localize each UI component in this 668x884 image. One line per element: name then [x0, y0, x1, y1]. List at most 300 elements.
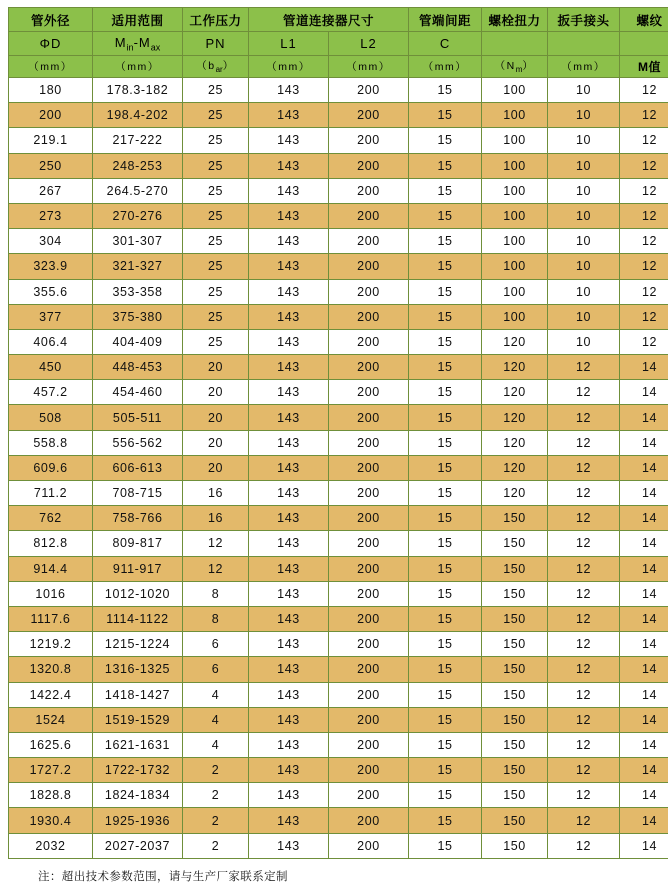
cell-thread: 12 — [620, 78, 668, 103]
table-row — [9, 632, 668, 657]
cell-pipe-gap: 15 — [409, 203, 482, 228]
unit-applicable-range: （mm） — [93, 56, 183, 78]
cell-l1: 143 — [249, 355, 329, 380]
cell-pipe-gap: 15 — [409, 178, 482, 203]
cell-outer-diameter: 273 — [9, 203, 93, 228]
cell-pipe-gap: 15 — [409, 632, 482, 657]
cell-pipe-gap: 15 — [409, 556, 482, 581]
cell-l2: 200 — [329, 405, 409, 430]
table-row — [9, 455, 668, 480]
cell-working-pressure: 20 — [183, 380, 249, 405]
cell-working-pressure: 25 — [183, 279, 249, 304]
cell-thread: 12 — [620, 304, 668, 329]
cell-wrench-fitting: 12 — [548, 405, 620, 430]
cell-applicable-range: 264.5-270 — [93, 178, 183, 203]
cell-l1: 143 — [249, 531, 329, 556]
cell-bolt-torque: 100 — [482, 279, 548, 304]
cell-thread: 14 — [620, 481, 668, 506]
table-row — [9, 254, 668, 279]
cell-outer-diameter: 267 — [9, 178, 93, 203]
cell-applicable-range: 1621-1631 — [93, 732, 183, 757]
cell-pipe-gap: 15 — [409, 128, 482, 153]
cell-l2: 200 — [329, 153, 409, 178]
unit-pipe-gap: （mm） — [409, 56, 482, 78]
cell-l2: 200 — [329, 455, 409, 480]
table-row — [9, 78, 668, 103]
cell-thread: 12 — [620, 153, 668, 178]
cell-working-pressure: 25 — [183, 153, 249, 178]
cell-working-pressure: 2 — [183, 833, 249, 858]
cell-bolt-torque: 100 — [482, 203, 548, 228]
table-row — [9, 481, 668, 506]
cell-applicable-range: 375-380 — [93, 304, 183, 329]
cell-outer-diameter: 219.1 — [9, 128, 93, 153]
cell-wrench-fitting: 12 — [548, 707, 620, 732]
cell-thread: 14 — [620, 506, 668, 531]
cell-applicable-range: 198.4-202 — [93, 103, 183, 128]
cell-l2: 200 — [329, 430, 409, 455]
cell-wrench-fitting: 10 — [548, 153, 620, 178]
unit-working-pressure: $(b_{ar})$ — [183, 56, 249, 78]
cell-wrench-fitting: 12 — [548, 430, 620, 455]
cell-l1: 143 — [249, 657, 329, 682]
cell-thread: 14 — [620, 606, 668, 631]
header-row-units — [9, 56, 668, 78]
cell-working-pressure: 20 — [183, 430, 249, 455]
cell-working-pressure: 25 — [183, 178, 249, 203]
cell-applicable-range: 606-613 — [93, 455, 183, 480]
cell-bolt-torque: 100 — [482, 78, 548, 103]
cell-outer-diameter: 558.8 — [9, 430, 93, 455]
table-row — [9, 405, 668, 430]
cell-thread: 14 — [620, 833, 668, 858]
header-applicable-range: 适用范围 — [93, 8, 183, 32]
header-row-primary — [9, 8, 668, 32]
cell-applicable-range: 1519-1529 — [93, 707, 183, 732]
table-row — [9, 783, 668, 808]
cell-l1: 143 — [249, 380, 329, 405]
cell-bolt-torque: 120 — [482, 405, 548, 430]
cell-outer-diameter: 762 — [9, 506, 93, 531]
cell-wrench-fitting: 12 — [548, 657, 620, 682]
table-row — [9, 103, 668, 128]
cell-l1: 143 — [249, 732, 329, 757]
cell-l2: 200 — [329, 329, 409, 354]
cell-pipe-gap: 15 — [409, 783, 482, 808]
cell-wrench-fitting: 12 — [548, 606, 620, 631]
cell-thread: 14 — [620, 380, 668, 405]
cell-outer-diameter: 1016 — [9, 581, 93, 606]
cell-working-pressure: 6 — [183, 632, 249, 657]
cell-pipe-gap: 15 — [409, 758, 482, 783]
header-symbol-pn: PN — [183, 32, 249, 56]
cell-working-pressure: 25 — [183, 128, 249, 153]
cell-wrench-fitting: 12 — [548, 355, 620, 380]
table-row — [9, 128, 668, 153]
cell-wrench-fitting: 12 — [548, 783, 620, 808]
cell-thread: 14 — [620, 355, 668, 380]
cell-outer-diameter: 450 — [9, 355, 93, 380]
cell-working-pressure: 8 — [183, 606, 249, 631]
table-row — [9, 707, 668, 732]
cell-bolt-torque: 150 — [482, 833, 548, 858]
header-thread: 螺纹 — [620, 8, 668, 32]
cell-l2: 200 — [329, 732, 409, 757]
cell-l1: 143 — [249, 103, 329, 128]
cell-pipe-gap: 15 — [409, 355, 482, 380]
cell-outer-diameter: 711.2 — [9, 481, 93, 506]
cell-thread: 12 — [620, 178, 668, 203]
unit-l1: （mm） — [249, 56, 329, 78]
cell-working-pressure: 6 — [183, 657, 249, 682]
header-symbol-phi-d: ΦD — [9, 32, 93, 56]
cell-applicable-range: 2027-2037 — [93, 833, 183, 858]
cell-l1: 143 — [249, 808, 329, 833]
cell-l2: 200 — [329, 808, 409, 833]
cell-applicable-range: 301-307 — [93, 229, 183, 254]
cell-working-pressure: 25 — [183, 229, 249, 254]
cell-bolt-torque: 100 — [482, 254, 548, 279]
table-row — [9, 203, 668, 228]
cell-outer-diameter: 1422.4 — [9, 682, 93, 707]
cell-outer-diameter: 812.8 — [9, 531, 93, 556]
cell-bolt-torque: 120 — [482, 355, 548, 380]
cell-l1: 143 — [249, 682, 329, 707]
cell-thread: 12 — [620, 229, 668, 254]
cell-applicable-range: 1925-1936 — [93, 808, 183, 833]
table-row — [9, 355, 668, 380]
cell-thread: 14 — [620, 732, 668, 757]
cell-outer-diameter: 250 — [9, 153, 93, 178]
header-pipe-gap: 管端间距 — [409, 8, 482, 32]
cell-pipe-gap: 15 — [409, 732, 482, 757]
cell-l2: 200 — [329, 103, 409, 128]
cell-applicable-range: 1114-1122 — [93, 606, 183, 631]
cell-bolt-torque: 100 — [482, 178, 548, 203]
cell-pipe-gap: 15 — [409, 78, 482, 103]
cell-l1: 143 — [249, 304, 329, 329]
cell-wrench-fitting: 12 — [548, 632, 620, 657]
cell-thread: 14 — [620, 430, 668, 455]
footnote: 注：超出技术参数范围，请与生产厂家联系定制 — [8, 868, 660, 884]
cell-working-pressure: 16 — [183, 506, 249, 531]
cell-pipe-gap: 15 — [409, 329, 482, 354]
cell-applicable-range: 178.3-182 — [93, 78, 183, 103]
cell-working-pressure: 4 — [183, 707, 249, 732]
cell-applicable-range: 321-327 — [93, 254, 183, 279]
cell-wrench-fitting: 12 — [548, 732, 620, 757]
cell-l1: 143 — [249, 833, 329, 858]
cell-l1: 143 — [249, 128, 329, 153]
header-symbol-wrench — [548, 32, 620, 56]
cell-l1: 143 — [249, 329, 329, 354]
cell-l2: 200 — [329, 833, 409, 858]
header-symbol-l1: L1 — [249, 32, 329, 56]
cell-thread: 14 — [620, 783, 668, 808]
cell-l2: 200 — [329, 758, 409, 783]
cell-outer-diameter: 609.6 — [9, 455, 93, 480]
cell-outer-diameter: 377 — [9, 304, 93, 329]
cell-l1: 143 — [249, 78, 329, 103]
cell-thread: 14 — [620, 657, 668, 682]
cell-working-pressure: 16 — [183, 481, 249, 506]
cell-working-pressure: 8 — [183, 581, 249, 606]
cell-working-pressure: 25 — [183, 304, 249, 329]
cell-wrench-fitting: 12 — [548, 758, 620, 783]
unit-wrench-fitting: （mm） — [548, 56, 620, 78]
cell-applicable-range: 809-817 — [93, 531, 183, 556]
cell-wrench-fitting: 10 — [548, 78, 620, 103]
cell-l1: 143 — [249, 606, 329, 631]
cell-pipe-gap: 15 — [409, 833, 482, 858]
cell-applicable-range: 708-715 — [93, 481, 183, 506]
header-symbol-torque — [482, 32, 548, 56]
cell-pipe-gap: 15 — [409, 254, 482, 279]
cell-wrench-fitting: 10 — [548, 229, 620, 254]
cell-working-pressure: 2 — [183, 783, 249, 808]
cell-wrench-fitting: 12 — [548, 380, 620, 405]
cell-outer-diameter: 1727.2 — [9, 758, 93, 783]
header-working-pressure: 工作压力 — [183, 8, 249, 32]
table-row — [9, 657, 668, 682]
cell-l1: 143 — [249, 279, 329, 304]
cell-l2: 200 — [329, 279, 409, 304]
cell-pipe-gap: 15 — [409, 657, 482, 682]
cell-bolt-torque: 120 — [482, 380, 548, 405]
cell-bolt-torque: 150 — [482, 682, 548, 707]
cell-bolt-torque: 150 — [482, 581, 548, 606]
cell-outer-diameter: 1930.4 — [9, 808, 93, 833]
cell-bolt-torque: 150 — [482, 758, 548, 783]
header-connector-size: 管道连接器尺寸 — [249, 8, 409, 32]
cell-thread: 12 — [620, 103, 668, 128]
cell-wrench-fitting: 12 — [548, 808, 620, 833]
cell-applicable-range: 353-358 — [93, 279, 183, 304]
table-row — [9, 279, 668, 304]
cell-l1: 143 — [249, 178, 329, 203]
cell-l1: 143 — [249, 632, 329, 657]
cell-l2: 200 — [329, 304, 409, 329]
unit-bolt-torque: $(N_m)$ — [482, 56, 548, 78]
cell-pipe-gap: 15 — [409, 481, 482, 506]
cell-outer-diameter: 457.2 — [9, 380, 93, 405]
cell-outer-diameter: 323.9 — [9, 254, 93, 279]
table-row — [9, 329, 668, 354]
cell-applicable-range: 1316-1325 — [93, 657, 183, 682]
cell-thread: 12 — [620, 203, 668, 228]
cell-bolt-torque: 150 — [482, 732, 548, 757]
cell-applicable-range: 404-409 — [93, 329, 183, 354]
unit-l2: （mm） — [329, 56, 409, 78]
cell-bolt-torque: 120 — [482, 329, 548, 354]
cell-l1: 143 — [249, 229, 329, 254]
cell-thread: 12 — [620, 254, 668, 279]
cell-bolt-torque: 150 — [482, 556, 548, 581]
cell-l2: 200 — [329, 783, 409, 808]
cell-thread: 14 — [620, 556, 668, 581]
cell-bolt-torque: 150 — [482, 808, 548, 833]
header-symbol-l2: L2 — [329, 32, 409, 56]
cell-thread: 14 — [620, 405, 668, 430]
cell-l1: 143 — [249, 481, 329, 506]
cell-l2: 200 — [329, 682, 409, 707]
cell-bolt-torque: 150 — [482, 606, 548, 631]
cell-working-pressure: 25 — [183, 203, 249, 228]
specification-table — [8, 7, 668, 859]
header-symbol-min-max: $M_{in}-M_{ax}$ — [93, 32, 183, 56]
cell-l1: 143 — [249, 405, 329, 430]
table-row — [9, 581, 668, 606]
table-row — [9, 833, 668, 858]
cell-bolt-torque: 150 — [482, 531, 548, 556]
cell-pipe-gap: 15 — [409, 153, 482, 178]
cell-pipe-gap: 15 — [409, 581, 482, 606]
cell-l1: 143 — [249, 430, 329, 455]
cell-working-pressure: 20 — [183, 455, 249, 480]
cell-wrench-fitting: 12 — [548, 506, 620, 531]
cell-l2: 200 — [329, 606, 409, 631]
cell-l2: 200 — [329, 254, 409, 279]
cell-l1: 143 — [249, 758, 329, 783]
cell-wrench-fitting: 10 — [548, 128, 620, 153]
cell-bolt-torque: 100 — [482, 153, 548, 178]
cell-working-pressure: 20 — [183, 355, 249, 380]
cell-thread: 12 — [620, 279, 668, 304]
cell-bolt-torque: 120 — [482, 430, 548, 455]
cell-wrench-fitting: 10 — [548, 304, 620, 329]
cell-bolt-torque: 100 — [482, 128, 548, 153]
cell-l1: 143 — [249, 455, 329, 480]
cell-l2: 200 — [329, 229, 409, 254]
cell-pipe-gap: 15 — [409, 229, 482, 254]
cell-working-pressure: 25 — [183, 103, 249, 128]
cell-pipe-gap: 15 — [409, 808, 482, 833]
cell-l2: 200 — [329, 556, 409, 581]
table-row — [9, 808, 668, 833]
table-row — [9, 732, 668, 757]
cell-thread: 14 — [620, 632, 668, 657]
cell-bolt-torque: 100 — [482, 304, 548, 329]
cell-wrench-fitting: 10 — [548, 254, 620, 279]
header-bolt-torque: 螺栓扭力 — [482, 8, 548, 32]
table-row — [9, 556, 668, 581]
cell-l2: 200 — [329, 481, 409, 506]
cell-applicable-range: 1012-1020 — [93, 581, 183, 606]
cell-applicable-range: 217-222 — [93, 128, 183, 153]
cell-bolt-torque: 120 — [482, 481, 548, 506]
cell-outer-diameter: 1117.6 — [9, 606, 93, 631]
cell-bolt-torque: 150 — [482, 632, 548, 657]
cell-l2: 200 — [329, 178, 409, 203]
cell-pipe-gap: 15 — [409, 279, 482, 304]
cell-l1: 143 — [249, 506, 329, 531]
header-symbol-thread — [620, 32, 668, 56]
cell-outer-diameter: 1219.2 — [9, 632, 93, 657]
cell-bolt-torque: 100 — [482, 229, 548, 254]
cell-applicable-range: 556-562 — [93, 430, 183, 455]
header-row-symbols — [9, 32, 668, 56]
cell-outer-diameter: 1320.8 — [9, 657, 93, 682]
cell-outer-diameter: 1524 — [9, 707, 93, 732]
cell-thread: 14 — [620, 808, 668, 833]
cell-outer-diameter: 1625.6 — [9, 732, 93, 757]
cell-l1: 143 — [249, 783, 329, 808]
cell-bolt-torque: 120 — [482, 455, 548, 480]
cell-bolt-torque: 150 — [482, 783, 548, 808]
cell-applicable-range: 911-917 — [93, 556, 183, 581]
cell-applicable-range: 505-511 — [93, 405, 183, 430]
cell-l2: 200 — [329, 506, 409, 531]
cell-l2: 200 — [329, 380, 409, 405]
cell-l1: 143 — [249, 556, 329, 581]
cell-wrench-fitting: 10 — [548, 279, 620, 304]
cell-working-pressure: 12 — [183, 531, 249, 556]
cell-pipe-gap: 15 — [409, 430, 482, 455]
table-row — [9, 606, 668, 631]
cell-working-pressure: 12 — [183, 556, 249, 581]
cell-l1: 143 — [249, 153, 329, 178]
cell-pipe-gap: 15 — [409, 304, 482, 329]
table-header — [9, 8, 668, 78]
cell-outer-diameter: 200 — [9, 103, 93, 128]
cell-thread: 14 — [620, 455, 668, 480]
cell-l2: 200 — [329, 531, 409, 556]
header-outer-diameter: 管外径 — [9, 8, 93, 32]
cell-l2: 200 — [329, 355, 409, 380]
cell-l2: 200 — [329, 203, 409, 228]
cell-applicable-range: 758-766 — [93, 506, 183, 531]
cell-applicable-range: 448-453 — [93, 355, 183, 380]
cell-bolt-torque: 150 — [482, 657, 548, 682]
table-row — [9, 682, 668, 707]
cell-working-pressure: 4 — [183, 682, 249, 707]
table-row — [9, 304, 668, 329]
cell-thread: 12 — [620, 128, 668, 153]
cell-pipe-gap: 15 — [409, 455, 482, 480]
header-wrench-fitting: 扳手接头 — [548, 8, 620, 32]
cell-outer-diameter: 2032 — [9, 833, 93, 858]
cell-applicable-range: 1418-1427 — [93, 682, 183, 707]
cell-wrench-fitting: 12 — [548, 833, 620, 858]
cell-l1: 143 — [249, 707, 329, 732]
table-row — [9, 380, 668, 405]
cell-l2: 200 — [329, 128, 409, 153]
cell-wrench-fitting: 12 — [548, 682, 620, 707]
cell-wrench-fitting: 10 — [548, 103, 620, 128]
cell-outer-diameter: 1828.8 — [9, 783, 93, 808]
cell-wrench-fitting: 12 — [548, 481, 620, 506]
table-row — [9, 229, 668, 254]
cell-outer-diameter: 914.4 — [9, 556, 93, 581]
table-row — [9, 758, 668, 783]
cell-outer-diameter: 355.6 — [9, 279, 93, 304]
cell-working-pressure: 20 — [183, 405, 249, 430]
cell-pipe-gap: 15 — [409, 682, 482, 707]
cell-applicable-range: 1722-1732 — [93, 758, 183, 783]
table-row — [9, 430, 668, 455]
unit-outer-diameter: （mm） — [9, 56, 93, 78]
cell-pipe-gap: 15 — [409, 103, 482, 128]
cell-bolt-torque: 150 — [482, 506, 548, 531]
table-row — [9, 178, 668, 203]
cell-pipe-gap: 15 — [409, 405, 482, 430]
cell-working-pressure: 25 — [183, 329, 249, 354]
cell-bolt-torque: 100 — [482, 103, 548, 128]
cell-applicable-range: 1824-1834 — [93, 783, 183, 808]
cell-wrench-fitting: 10 — [548, 178, 620, 203]
cell-working-pressure: 4 — [183, 732, 249, 757]
cell-l1: 143 — [249, 203, 329, 228]
